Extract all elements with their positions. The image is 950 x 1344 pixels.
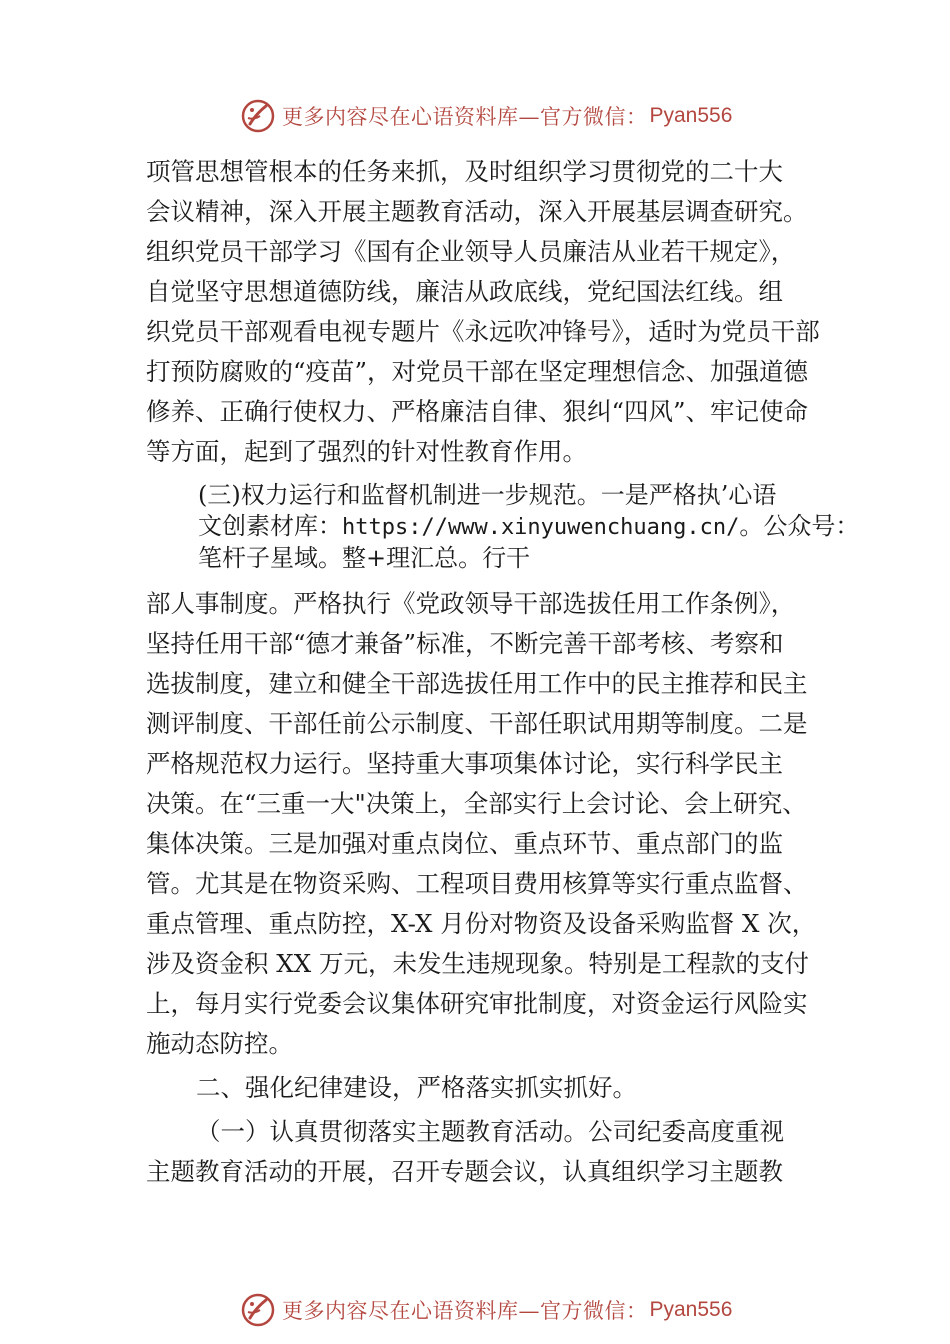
text-line: 管。尤其是在物资采购、工程项目费用核算等实行重点监督、	[146, 869, 808, 898]
banner-wechat-id: Pyan556	[649, 1298, 733, 1321]
text-line: 主题教育活动的开展，召开专题会议，认真组织学习主题教	[146, 1157, 783, 1186]
text-line: 坚持任用干部“德才兼备”标准，不断完善干部考核、考察和	[146, 629, 784, 658]
text-line: 集体决策。三是加强对重点岗位、重点环节、重点部门的监	[146, 829, 783, 858]
banner-wechat-id: Pyan556	[649, 104, 733, 127]
footer-banner	[240, 1290, 732, 1330]
annotation-url: https://www.xinyuwenchuang.cn/	[342, 515, 740, 540]
text-line: 织党员干部观看电视专题片《永远吹冲锋号》，适时为党员干部	[146, 317, 820, 346]
text-line: 施动态防控。	[146, 1029, 293, 1058]
text-line: 修养、正确行使权力、严格廉洁自律、狠纠“四风”、牢记使命	[146, 397, 809, 426]
text-line: 自觉坚守思想道德防线，廉洁从政底线，党纪国法红线。组	[146, 277, 783, 306]
text-line: 等方面，起到了强烈的针对性教育作用。	[146, 437, 587, 466]
banner-text: 更多内容尽在心语资料库—官方微信：	[282, 105, 648, 129]
text-line: 上，每月实行党委会议集体研究审批制度，对资金运行风险实	[146, 989, 808, 1018]
text-line: 决策。在“三重一大"决策上，全部实行上会讨论、会上研究、	[146, 789, 807, 818]
text-line: 严格规范权力运行。坚持重大事项集体讨论，实行科学民主	[146, 749, 783, 778]
section-heading: 二、强化纪律建设，严格落实抓实抓好。	[196, 1073, 637, 1102]
text-line: 项管思想管根本的任务来抓，及时组织学习贯彻党的二十大	[146, 157, 783, 186]
annotation-line	[198, 511, 860, 543]
header-banner	[240, 96, 732, 136]
annotation-suffix: 。公众号：	[739, 512, 860, 540]
text-line: 组织党员干部学习《国有企业领导人员廉洁从业若干规定》，	[146, 237, 796, 266]
text-line: （一）认真贯彻落实主题教育活动。公司纪委高度重视	[196, 1117, 784, 1146]
text-line: 测评制度、干部任前公示制度、干部任职试用期等制度。二是	[146, 709, 808, 738]
brush-logo-icon	[240, 1292, 276, 1328]
text-line: 打预防腐败的“疫苗”，对党员干部在坚定理想信念、加强道德	[146, 357, 809, 386]
banner-text: 更多内容尽在心语资料库—官方微信：	[282, 1299, 648, 1323]
annotation-prefix: 文创素材库：	[198, 512, 342, 540]
text-line: 选拔制度，建立和健全干部选拔任用工作中的民主推荐和民主	[146, 669, 808, 698]
text-line: 重点管理、重点防控，X-X 月份对物资及设备采购监督 X 次，	[146, 909, 817, 938]
text-line: 涉及资金积 XX 万元，未发生违规现象。特别是工程款的支付	[146, 949, 809, 978]
document-body	[146, 152, 860, 1192]
text-line: 会议精神，深入开展主题教育活动，深入开展基层调查研究。	[146, 197, 808, 226]
text-line: 部人事制度。严格执行《党政领导干部选拔任用工作条例》，	[146, 589, 796, 618]
annotation-line: (三)权力运行和监督机制进一步规范。一是严格执’心语	[198, 481, 777, 509]
brush-logo-icon	[240, 98, 276, 134]
inserted-annotation	[146, 480, 860, 574]
annotation-line: 笔杆子星域。整+理汇总。行干	[198, 544, 531, 572]
